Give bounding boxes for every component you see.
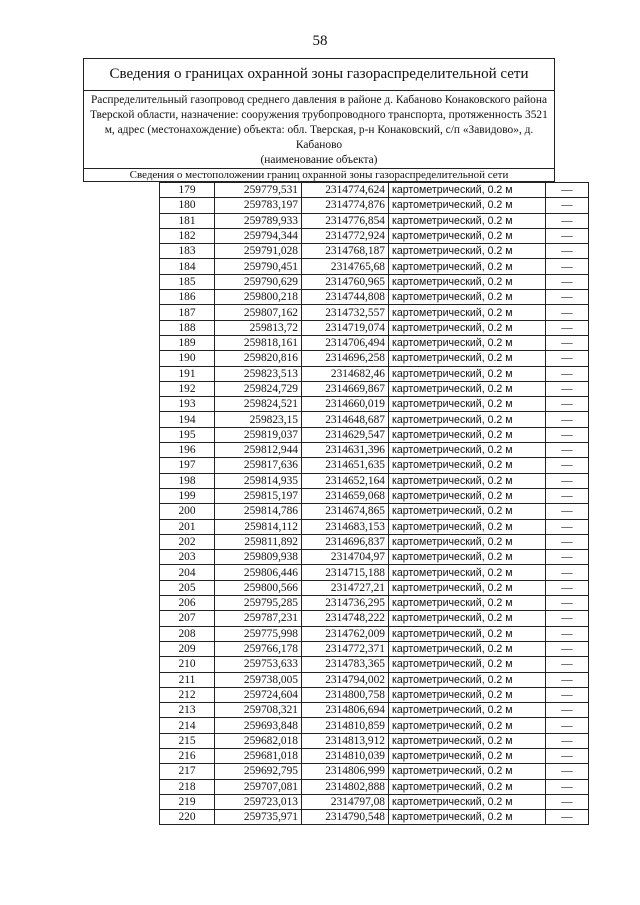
coordinate-y-cell: 2314660,019 <box>302 397 389 412</box>
note-cell: — <box>546 596 589 611</box>
table-row <box>160 228 589 243</box>
note-cell: — <box>546 657 589 672</box>
coordinates-table-body <box>160 183 589 825</box>
table-row <box>160 565 589 580</box>
coordinate-y-cell: 2314748,222 <box>302 611 389 626</box>
object-description: Распределительный газопровод среднего давления в районе д. Кабаново Конаковского района Тверской области, назначение: сооружения трубопроводного транспорта, протяженность 3521 м, адрес (местонахождение) объекта: обл. Тверская, р-н Конаковский, с/п «Завидово», д. Кабаново <box>90 94 548 151</box>
coordinate-x-cell: 259815,197 <box>215 488 302 503</box>
coordinate-x-cell: 259775,998 <box>215 626 302 641</box>
note-cell: — <box>546 458 589 473</box>
table-row <box>160 626 589 641</box>
note-cell: — <box>546 335 589 350</box>
note-cell: — <box>546 351 589 366</box>
point-number-cell: 201 <box>160 519 215 534</box>
point-number-cell: 217 <box>160 764 215 779</box>
coordinate-y-cell: 2314760,965 <box>302 274 389 289</box>
point-number-cell: 219 <box>160 794 215 809</box>
table-row <box>160 458 589 473</box>
coordinate-y-cell: 2314810,039 <box>302 748 389 763</box>
coordinate-x-cell: 259795,285 <box>215 596 302 611</box>
coordinate-x-cell: 259800,218 <box>215 290 302 305</box>
method-cell: картометрический, 0.2 м <box>389 366 546 381</box>
note-cell: — <box>546 687 589 702</box>
note-cell: — <box>546 504 589 519</box>
point-number-cell: 181 <box>160 213 215 228</box>
point-number-cell: 189 <box>160 335 215 350</box>
coordinate-y-cell: 2314768,187 <box>302 244 389 259</box>
method-cell: картометрический, 0.2 м <box>389 320 546 335</box>
coordinate-x-cell: 259692,795 <box>215 764 302 779</box>
table-row <box>160 259 589 274</box>
point-number-cell: 214 <box>160 718 215 733</box>
note-cell: — <box>546 198 589 213</box>
coordinate-y-cell: 2314806,999 <box>302 764 389 779</box>
table-row <box>160 764 589 779</box>
coordinate-y-cell: 2314736,295 <box>302 596 389 611</box>
table-row <box>160 274 589 289</box>
point-number-cell: 190 <box>160 351 215 366</box>
note-cell: — <box>546 412 589 427</box>
note-cell: — <box>546 244 589 259</box>
table-row <box>160 443 589 458</box>
coordinate-y-cell: 2314794,002 <box>302 672 389 687</box>
coordinate-x-cell: 259707,081 <box>215 779 302 794</box>
method-cell: картометрический, 0.2 м <box>389 703 546 718</box>
method-cell: картометрический, 0.2 м <box>389 335 546 350</box>
coordinate-y-cell: 2314631,396 <box>302 443 389 458</box>
table-row <box>160 794 589 809</box>
note-cell: — <box>546 183 589 198</box>
coordinate-y-cell: 2314762,009 <box>302 626 389 641</box>
method-cell: картометрический, 0.2 м <box>389 458 546 473</box>
table-row <box>160 718 589 733</box>
coordinate-x-cell: 259791,028 <box>215 244 302 259</box>
point-number-cell: 187 <box>160 305 215 320</box>
coordinate-x-cell: 259820,816 <box>215 351 302 366</box>
point-number-cell: 206 <box>160 596 215 611</box>
point-number-cell: 194 <box>160 412 215 427</box>
point-number-cell: 202 <box>160 534 215 549</box>
method-cell: картометрический, 0.2 м <box>389 596 546 611</box>
page-number: 58 <box>312 33 328 49</box>
table-row <box>160 779 589 794</box>
note-cell: — <box>546 748 589 763</box>
method-cell: картометрический, 0.2 м <box>389 534 546 549</box>
method-cell: картометрический, 0.2 м <box>389 718 546 733</box>
point-number-cell: 192 <box>160 381 215 396</box>
table-row <box>160 810 589 825</box>
coordinate-x-cell: 259724,604 <box>215 687 302 702</box>
coordinate-x-cell: 259814,112 <box>215 519 302 534</box>
coordinate-y-cell: 2314772,371 <box>302 641 389 656</box>
method-cell: картометрический, 0.2 м <box>389 764 546 779</box>
method-cell: картометрический, 0.2 м <box>389 565 546 580</box>
method-cell: картометрический, 0.2 м <box>389 183 546 198</box>
note-cell: — <box>546 779 589 794</box>
point-number-cell: 212 <box>160 687 215 702</box>
table-row <box>160 213 589 228</box>
point-number-cell: 205 <box>160 580 215 595</box>
point-number-cell: 209 <box>160 641 215 656</box>
note-cell: — <box>546 519 589 534</box>
coordinate-y-cell: 2314669,867 <box>302 381 389 396</box>
method-cell: картометрический, 0.2 м <box>389 810 546 825</box>
coordinates-table <box>159 182 589 825</box>
note-cell: — <box>546 381 589 396</box>
note-cell: — <box>546 290 589 305</box>
coordinate-x-cell: 259766,178 <box>215 641 302 656</box>
table-row <box>160 335 589 350</box>
coordinate-y-cell: 2314727,21 <box>302 580 389 595</box>
point-number-cell: 179 <box>160 183 215 198</box>
note-cell: — <box>546 443 589 458</box>
coordinate-x-cell: 259789,933 <box>215 213 302 228</box>
point-number-cell: 183 <box>160 244 215 259</box>
method-cell: картометрический, 0.2 м <box>389 259 546 274</box>
coordinate-x-cell: 259814,786 <box>215 504 302 519</box>
point-number-cell: 210 <box>160 657 215 672</box>
note-cell: — <box>546 810 589 825</box>
coordinate-x-cell: 259794,344 <box>215 228 302 243</box>
point-number-cell: 208 <box>160 626 215 641</box>
table-row <box>160 550 589 565</box>
table-row <box>160 427 589 442</box>
coordinate-x-cell: 259790,451 <box>215 259 302 274</box>
document-title: Сведения о границах охранной зоны газораспределительной сети <box>83 58 555 91</box>
table-row <box>160 687 589 702</box>
coordinate-y-cell: 2314790,548 <box>302 810 389 825</box>
point-number-cell: 196 <box>160 443 215 458</box>
coordinate-y-cell: 2314696,837 <box>302 534 389 549</box>
method-cell: картометрический, 0.2 м <box>389 443 546 458</box>
table-row <box>160 397 589 412</box>
coordinate-y-cell: 2314732,557 <box>302 305 389 320</box>
method-cell: картометрический, 0.2 м <box>389 794 546 809</box>
table-row <box>160 366 589 381</box>
coordinate-y-cell: 2314719,074 <box>302 320 389 335</box>
note-cell: — <box>546 794 589 809</box>
coordinate-y-cell: 2314774,624 <box>302 183 389 198</box>
coordinate-x-cell: 259823,15 <box>215 412 302 427</box>
coordinate-y-cell: 2314772,924 <box>302 228 389 243</box>
coordinate-x-cell: 259693,848 <box>215 718 302 733</box>
table-row <box>160 534 589 549</box>
coordinate-y-cell: 2314659,068 <box>302 488 389 503</box>
point-number-cell: 218 <box>160 779 215 794</box>
point-number-cell: 211 <box>160 672 215 687</box>
table-row <box>160 748 589 763</box>
point-number-cell: 180 <box>160 198 215 213</box>
coordinate-y-cell: 2314704,97 <box>302 550 389 565</box>
coordinate-y-cell: 2314651,635 <box>302 458 389 473</box>
table-row <box>160 320 589 335</box>
coordinate-y-cell: 2314652,164 <box>302 473 389 488</box>
object-caption: (наименование объекта) <box>260 154 378 166</box>
note-cell: — <box>546 672 589 687</box>
point-number-cell: 203 <box>160 550 215 565</box>
point-number-cell: 207 <box>160 611 215 626</box>
coordinate-x-cell: 259738,005 <box>215 672 302 687</box>
coordinate-x-cell: 259818,161 <box>215 335 302 350</box>
table-row <box>160 381 589 396</box>
point-number-cell: 184 <box>160 259 215 274</box>
method-cell: картометрический, 0.2 м <box>389 473 546 488</box>
coordinate-x-cell: 259787,231 <box>215 611 302 626</box>
method-cell: картометрический, 0.2 м <box>389 550 546 565</box>
point-number-cell: 200 <box>160 504 215 519</box>
table-row <box>160 596 589 611</box>
note-cell: — <box>546 366 589 381</box>
table-row <box>160 305 589 320</box>
table-row <box>160 733 589 748</box>
coordinate-x-cell: 259814,935 <box>215 473 302 488</box>
coordinate-x-cell: 259811,892 <box>215 534 302 549</box>
table-row <box>160 657 589 672</box>
coordinate-x-cell: 259817,636 <box>215 458 302 473</box>
point-number-cell: 185 <box>160 274 215 289</box>
coordinate-y-cell: 2314774,876 <box>302 198 389 213</box>
coordinate-y-cell: 2314696,258 <box>302 351 389 366</box>
point-number-cell: 186 <box>160 290 215 305</box>
coordinate-x-cell: 259790,629 <box>215 274 302 289</box>
coordinate-x-cell: 259819,037 <box>215 427 302 442</box>
coordinate-x-cell: 259753,633 <box>215 657 302 672</box>
point-number-cell: 199 <box>160 488 215 503</box>
point-number-cell: 216 <box>160 748 215 763</box>
coordinate-y-cell: 2314797,08 <box>302 794 389 809</box>
coordinate-y-cell: 2314682,46 <box>302 366 389 381</box>
method-cell: картометрический, 0.2 м <box>389 519 546 534</box>
method-cell: картометрический, 0.2 м <box>389 351 546 366</box>
table-row <box>160 519 589 534</box>
coordinate-y-cell: 2314706,494 <box>302 335 389 350</box>
table-row <box>160 504 589 519</box>
note-cell: — <box>546 213 589 228</box>
coordinate-y-cell: 2314776,854 <box>302 213 389 228</box>
method-cell: картометрический, 0.2 м <box>389 580 546 595</box>
coordinate-y-cell: 2314629,547 <box>302 427 389 442</box>
coordinate-x-cell: 259812,944 <box>215 443 302 458</box>
table-row <box>160 351 589 366</box>
method-cell: картометрический, 0.2 м <box>389 626 546 641</box>
coordinate-x-cell: 259783,197 <box>215 198 302 213</box>
table-row <box>160 183 589 198</box>
point-number-cell: 191 <box>160 366 215 381</box>
coordinate-x-cell: 259806,446 <box>215 565 302 580</box>
note-cell: — <box>546 397 589 412</box>
note-cell: — <box>546 488 589 503</box>
table-row <box>160 703 589 718</box>
method-cell: картометрический, 0.2 м <box>389 687 546 702</box>
note-cell: — <box>546 427 589 442</box>
method-cell: картометрический, 0.2 м <box>389 198 546 213</box>
note-cell: — <box>546 259 589 274</box>
coordinate-x-cell: 259723,013 <box>215 794 302 809</box>
table-row <box>160 473 589 488</box>
method-cell: картометрический, 0.2 м <box>389 290 546 305</box>
note-cell: — <box>546 320 589 335</box>
method-cell: картометрический, 0.2 м <box>389 213 546 228</box>
note-cell: — <box>546 534 589 549</box>
document-frame <box>83 58 573 825</box>
point-number-cell: 198 <box>160 473 215 488</box>
method-cell: картометрический, 0.2 м <box>389 504 546 519</box>
note-cell: — <box>546 228 589 243</box>
point-number-cell: 220 <box>160 810 215 825</box>
note-cell: — <box>546 641 589 656</box>
method-cell: картометрический, 0.2 м <box>389 488 546 503</box>
method-cell: картометрический, 0.2 м <box>389 672 546 687</box>
table-row <box>160 672 589 687</box>
method-cell: картометрический, 0.2 м <box>389 228 546 243</box>
point-number-cell: 182 <box>160 228 215 243</box>
table-row <box>160 198 589 213</box>
coordinate-x-cell: 259682,018 <box>215 733 302 748</box>
note-cell: — <box>546 733 589 748</box>
method-cell: картометрический, 0.2 м <box>389 397 546 412</box>
table-row <box>160 580 589 595</box>
table-row <box>160 641 589 656</box>
coordinate-x-cell: 259824,729 <box>215 381 302 396</box>
method-cell: картометрический, 0.2 м <box>389 779 546 794</box>
coordinate-y-cell: 2314648,687 <box>302 412 389 427</box>
note-cell: — <box>546 565 589 580</box>
method-cell: картометрический, 0.2 м <box>389 611 546 626</box>
table-row <box>160 244 589 259</box>
coordinate-x-cell: 259807,162 <box>215 305 302 320</box>
coordinate-x-cell: 259708,321 <box>215 703 302 718</box>
coordinate-y-cell: 2314674,865 <box>302 504 389 519</box>
note-cell: — <box>546 473 589 488</box>
point-number-cell: 193 <box>160 397 215 412</box>
point-number-cell: 215 <box>160 733 215 748</box>
coordinate-y-cell: 2314813,912 <box>302 733 389 748</box>
table-row <box>160 611 589 626</box>
method-cell: картометрический, 0.2 м <box>389 733 546 748</box>
method-cell: картометрический, 0.2 м <box>389 274 546 289</box>
coordinate-y-cell: 2314744,808 <box>302 290 389 305</box>
coordinate-x-cell: 259823,513 <box>215 366 302 381</box>
note-cell: — <box>546 764 589 779</box>
note-cell: — <box>546 626 589 641</box>
coordinate-y-cell: 2314715,188 <box>302 565 389 580</box>
note-cell: — <box>546 305 589 320</box>
coordinate-y-cell: 2314800,758 <box>302 687 389 702</box>
method-cell: картометрический, 0.2 м <box>389 412 546 427</box>
note-cell: — <box>546 611 589 626</box>
coordinate-y-cell: 2314810,859 <box>302 718 389 733</box>
method-cell: картометрический, 0.2 м <box>389 657 546 672</box>
table-row <box>160 488 589 503</box>
point-number-cell: 188 <box>160 320 215 335</box>
note-cell: — <box>546 550 589 565</box>
coordinate-x-cell: 259813,72 <box>215 320 302 335</box>
coordinate-y-cell: 2314783,365 <box>302 657 389 672</box>
note-cell: — <box>546 703 589 718</box>
coordinate-x-cell: 259824,521 <box>215 397 302 412</box>
point-number-cell: 204 <box>160 565 215 580</box>
method-cell: картометрический, 0.2 м <box>389 305 546 320</box>
method-cell: картометрический, 0.2 м <box>389 381 546 396</box>
coordinate-x-cell: 259809,938 <box>215 550 302 565</box>
coordinate-y-cell: 2314683,153 <box>302 519 389 534</box>
section-header: Сведения о местоположении границ охранной зоны газораспределительной сети <box>83 169 555 182</box>
point-number-cell: 195 <box>160 427 215 442</box>
note-cell: — <box>546 580 589 595</box>
coordinate-x-cell: 259735,971 <box>215 810 302 825</box>
table-row <box>160 290 589 305</box>
method-cell: картометрический, 0.2 м <box>389 427 546 442</box>
coordinate-x-cell: 259779,531 <box>215 183 302 198</box>
method-cell: картометрический, 0.2 м <box>389 748 546 763</box>
object-description-block <box>83 91 555 169</box>
coordinate-y-cell: 2314806,694 <box>302 703 389 718</box>
coordinate-y-cell: 2314765,68 <box>302 259 389 274</box>
coordinate-x-cell: 259800,566 <box>215 580 302 595</box>
point-number-cell: 213 <box>160 703 215 718</box>
note-cell: — <box>546 274 589 289</box>
note-cell: — <box>546 718 589 733</box>
point-number-cell: 197 <box>160 458 215 473</box>
coordinate-x-cell: 259681,018 <box>215 748 302 763</box>
coordinate-y-cell: 2314802,888 <box>302 779 389 794</box>
method-cell: картометрический, 0.2 м <box>389 641 546 656</box>
table-row <box>160 412 589 427</box>
method-cell: картометрический, 0.2 м <box>389 244 546 259</box>
